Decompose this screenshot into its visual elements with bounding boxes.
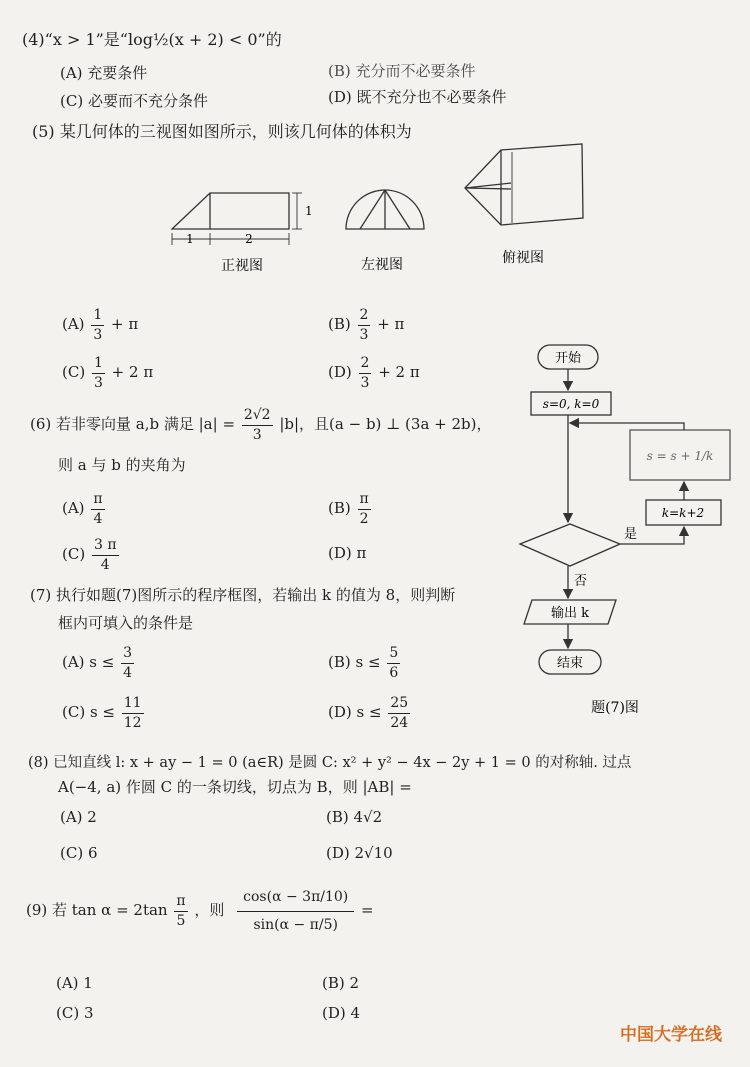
q9-pi-fraction xyxy=(174,894,187,928)
flow-no-label: 否 xyxy=(574,574,588,589)
q5-d-den: 3 xyxy=(360,374,370,391)
q5-option-b-rest: + π xyxy=(377,315,405,334)
q4-option-c: (C) 必要而不充分条件 xyxy=(60,92,208,110)
q8-line1: (8) 已知直线 l: x + ay − 1 = 0 (a∈R) 是圆 C: x² + y² − 4x − 2y + 1 = 0 的对称轴. 过点 xyxy=(28,755,632,771)
q5-option-d-label: (D) xyxy=(328,363,352,382)
q6-option-c-label: (C) xyxy=(62,545,86,564)
q9-stem xyxy=(26,890,374,932)
q7-a-num: 3 xyxy=(121,646,134,664)
side-view-label: 左视图 xyxy=(361,257,403,273)
q7-line2: 框内可填入的条件是 xyxy=(58,614,194,632)
q5-a-den: 3 xyxy=(93,326,103,343)
watermark-logo: 中国大学在线 xyxy=(620,1025,722,1045)
q5-c-num: 1 xyxy=(92,356,105,374)
q6-a-num: π xyxy=(91,492,104,510)
q4-option-a: (A) 充要条件 xyxy=(60,64,148,82)
q7-line1: (7) 执行如题(7)图所示的程序框图，若输出 k 的值为 8，则判断 xyxy=(30,586,456,604)
flow-start-label: 开始 xyxy=(554,351,582,366)
q7-option-b-label: (B) s ≤ xyxy=(328,653,381,672)
flow-init-label: s=0, k=0 xyxy=(542,397,600,411)
q7-d-den: 24 xyxy=(390,714,409,731)
q4-option-b: (B) 充分而不必要条件 xyxy=(328,62,476,80)
q5-c-den: 3 xyxy=(93,374,103,391)
dim-label-h: 1 xyxy=(305,204,313,218)
q6-stem-post: |b|，且(a − b) ⊥ (3a + 2b)， xyxy=(279,415,492,434)
q5-option-a-rest: + π xyxy=(111,315,139,334)
q5-a-num: 1 xyxy=(91,308,104,326)
flowchart-caption: 题(7)图 xyxy=(591,700,639,716)
q6-stem-pre: (6) 若非零向量 a,b 满足 |a| = xyxy=(30,415,236,434)
q9-option-a: (A) 1 xyxy=(56,974,93,992)
q7-c-den: 12 xyxy=(123,714,142,731)
flow-update-s-label: s = s + 1/k xyxy=(646,449,714,463)
q5-option-b-label: (B) xyxy=(328,315,351,334)
q7-c-num: 11 xyxy=(122,696,144,714)
q6-option-b-label: (B) xyxy=(328,499,351,518)
flow-end-label: 结束 xyxy=(556,656,584,671)
q8-option-c: (C) 6 xyxy=(60,844,98,862)
q4-option-d: (D) 既不充分也不必要条件 xyxy=(328,88,507,106)
q5-b-num: 2 xyxy=(358,308,371,326)
q6-a-den: 4 xyxy=(93,510,103,527)
q7-option-d-label: (D) s ≤ xyxy=(328,703,382,722)
flow-update-k-label: k=k+2 xyxy=(661,506,705,520)
q4-stem: (4)“x > 1”是“log½(x + 2) < 0”的 xyxy=(22,30,282,49)
q7-option-c-label: (C) s ≤ xyxy=(62,703,115,722)
q5-d-num: 2 xyxy=(359,356,372,374)
q5-option-a-label: (A) xyxy=(62,315,85,334)
q5-option-c-label: (C) xyxy=(62,363,86,382)
q7-a-den: 4 xyxy=(123,664,133,681)
q8-line2: A(−4, a) 作圆 C 的一条切线，切点为 B，则 |AB| = xyxy=(58,778,412,796)
q6-b-den: 2 xyxy=(359,510,369,527)
q7-option-a-label: (A) s ≤ xyxy=(62,653,115,672)
dim-label-1: 1 xyxy=(186,232,194,246)
q6-option-a-label: (A) xyxy=(62,499,85,518)
q6-option-d: (D) π xyxy=(328,544,367,562)
q9-eq: = xyxy=(361,901,374,920)
q9-option-c: (C) 3 xyxy=(56,1004,94,1022)
q8-option-b: (B) 4√2 xyxy=(326,808,383,826)
q8-option-a: (A) 2 xyxy=(60,808,97,826)
top-view-label: 俯视图 xyxy=(502,250,544,266)
q6-line2: 则 a 与 b 的夹角为 xyxy=(58,456,186,474)
flow-decision-diamond xyxy=(520,524,620,566)
q9-denom: sin(α − π/5) xyxy=(253,916,338,933)
q9-pi-den: 5 xyxy=(176,912,186,929)
q7-b-den: 6 xyxy=(389,664,399,681)
q9-then: ，则 xyxy=(194,901,225,920)
q6-b-num: π xyxy=(358,492,371,510)
q8-option-d: (D) 2√10 xyxy=(326,844,393,862)
q9-pre: (9) 若 tan α = 2tan xyxy=(26,901,168,920)
flow-yes-label: 是 xyxy=(624,527,638,542)
q7-b-num: 5 xyxy=(387,646,400,664)
q5-b-den: 3 xyxy=(359,326,369,343)
q7-d-num: 25 xyxy=(388,696,410,714)
dim-label-2: 2 xyxy=(245,232,253,246)
q5-option-c-rest: + 2 π xyxy=(111,363,154,382)
q5-stem: (5) 某几何体的三视图如图所示，则该几何体的体积为 xyxy=(32,122,412,141)
flow-output-label: 输出 k xyxy=(550,606,590,621)
q5-option-d-rest: + 2 π xyxy=(378,363,420,382)
q6-frac-den: 3 xyxy=(252,426,262,443)
q9-numer: cos(α − 3π/10) xyxy=(237,890,354,912)
q6-c-num: 3 π xyxy=(92,538,119,556)
q9-pi-num: π xyxy=(174,894,187,912)
front-view-label: 正视图 xyxy=(221,258,263,274)
q9-option-d: (D) 4 xyxy=(322,1004,361,1022)
q9-big-fraction xyxy=(237,890,354,932)
q9-option-b: (B) 2 xyxy=(322,974,360,992)
q6-c-den: 4 xyxy=(100,556,110,573)
q6-frac-num: 2√2 xyxy=(242,408,273,426)
